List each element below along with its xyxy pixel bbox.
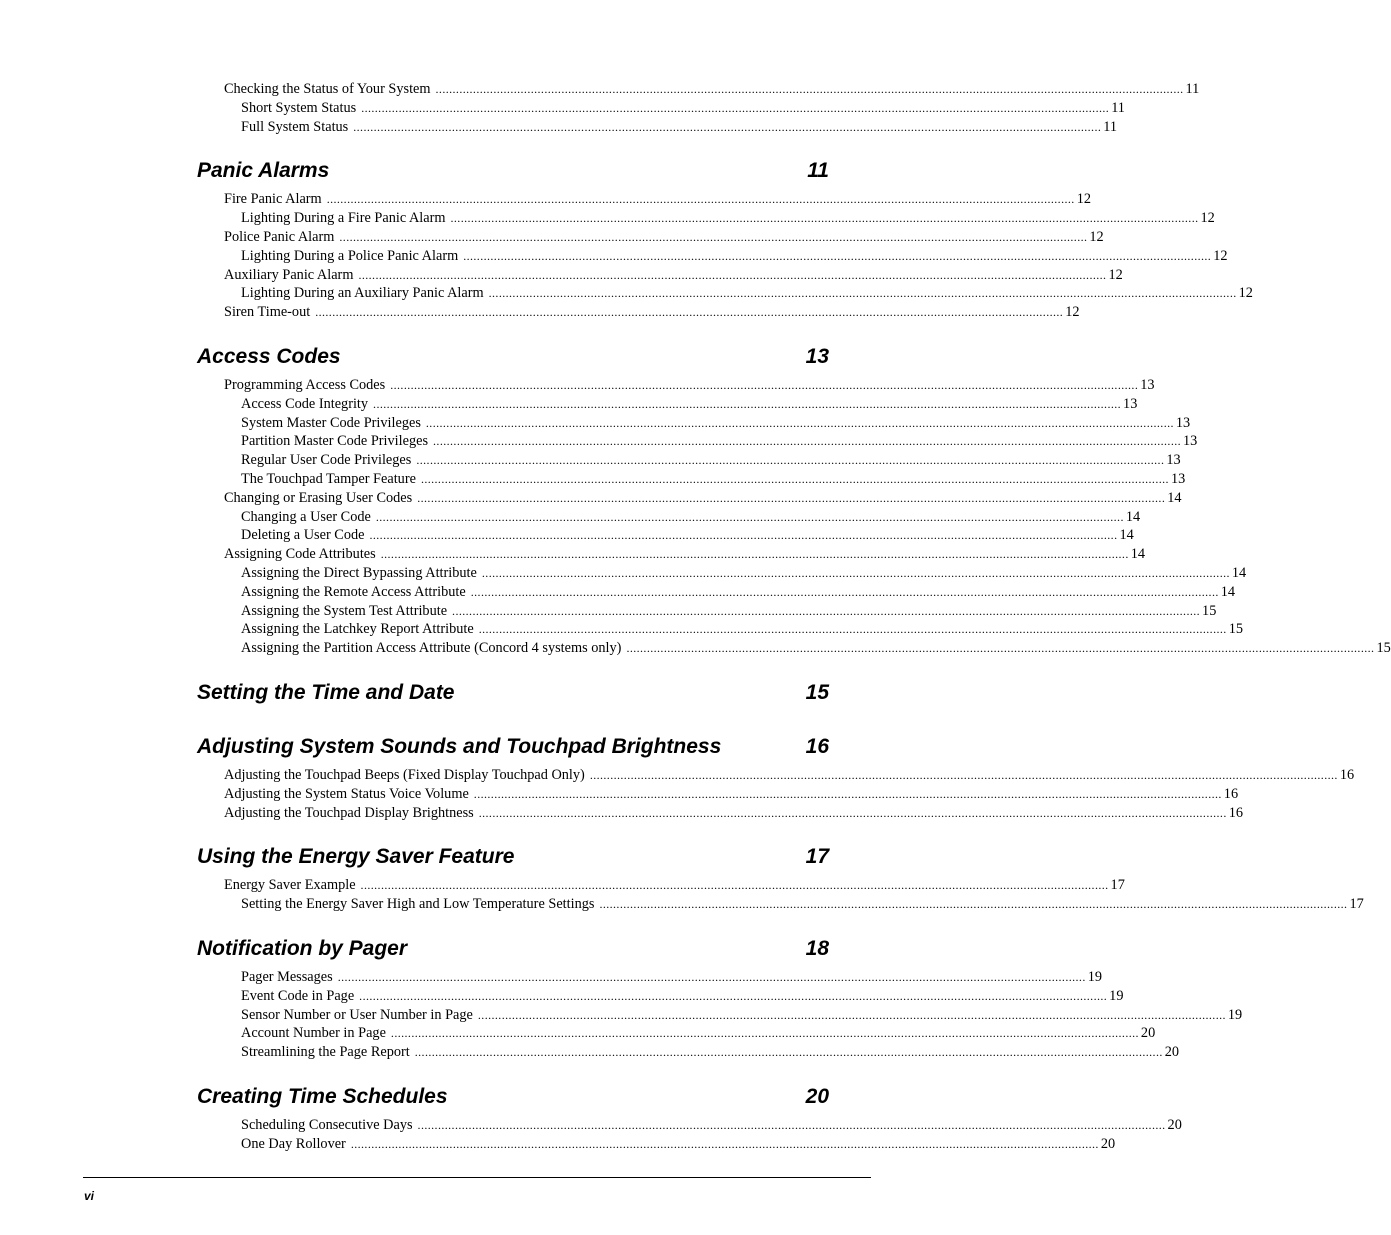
dot-leader: ............................................................................................................................................................................................................................ bbox=[417, 1118, 1166, 1132]
dot-leader: ............................................................................................................................................................................................................................ bbox=[478, 805, 1227, 820]
toc-subentry[interactable] bbox=[241, 508, 1141, 526]
toc-chapter-heading[interactable] bbox=[197, 680, 829, 706]
footer-rule bbox=[83, 1177, 871, 1178]
entry-title: Checking the Status of Your System bbox=[224, 81, 431, 97]
entry-page-number: 12 bbox=[1213, 247, 1228, 264]
toc-subentry[interactable] bbox=[241, 209, 1215, 227]
dot-leader: ............................................................................................................................................................................................................................ bbox=[350, 1136, 1099, 1151]
toc-subentry[interactable] bbox=[241, 1024, 1156, 1042]
dot-leader: ............................................................................................................................................................................................................................ bbox=[414, 1045, 1163, 1060]
toc-entry[interactable] bbox=[224, 545, 1146, 563]
entry-page-number: 13 bbox=[1170, 471, 1186, 487]
entry-page-number: 12 bbox=[1089, 229, 1104, 245]
entry-title: Event Code in Page bbox=[241, 987, 355, 1004]
chapter-page-number: 18 bbox=[805, 937, 829, 960]
entry-title: Regular User Code Privileges bbox=[241, 452, 412, 469]
entry-title: Programming Access Codes bbox=[224, 377, 386, 393]
toc-chapter-heading[interactable] bbox=[197, 158, 829, 184]
entry-title: Full System Status bbox=[241, 118, 349, 135]
toc-entry[interactable] bbox=[224, 376, 1155, 394]
toc-entry[interactable] bbox=[224, 804, 1244, 822]
entry-title: Assigning the System Test Attribute bbox=[241, 602, 448, 619]
dot-leader: ............................................................................................................................................................................................................................ bbox=[488, 286, 1237, 301]
entry-title: Assigning the Partition Access Attribute (Concord 4 systems only) bbox=[241, 640, 622, 657]
toc-subentry[interactable] bbox=[241, 1006, 1243, 1024]
toc-subentry[interactable] bbox=[241, 1043, 1180, 1061]
entry-page-number: 20 bbox=[1164, 1044, 1180, 1061]
chapter-title: Adjusting System Sounds and Touchpad Brightness bbox=[197, 735, 722, 758]
toc-chapter-heading[interactable] bbox=[197, 734, 829, 760]
chapter-title: Creating Time Schedules bbox=[197, 1085, 448, 1108]
dot-leader: ............................................................................................................................................................................................................................ bbox=[360, 878, 1109, 893]
entry-page-number: 12 bbox=[1200, 210, 1215, 227]
toc-subentry[interactable] bbox=[241, 602, 1217, 620]
dot-leader: ............................................................................................................................................................................................................................ bbox=[373, 396, 1122, 411]
entry-page-number: 13 bbox=[1183, 433, 1198, 450]
dot-leader: ............................................................................................................................................................................................................................ bbox=[478, 622, 1227, 637]
entry-title: Scheduling Consecutive Days bbox=[241, 1117, 413, 1133]
entry-title: System Master Code Privileges bbox=[241, 414, 421, 431]
entry-title: Siren Time-out bbox=[224, 304, 311, 321]
entry-title: Auxiliary Panic Alarm bbox=[224, 266, 354, 283]
entry-title: Adjusting the System Status Voice Volume bbox=[224, 785, 469, 802]
entry-title: Assigning the Direct Bypassing Attribute bbox=[241, 565, 477, 581]
dot-leader: ............................................................................................................................................................................................................................ bbox=[433, 434, 1182, 449]
entry-page-number: 12 bbox=[1065, 304, 1080, 321]
entry-page-number: 13 bbox=[1175, 414, 1191, 431]
entry-title: Police Panic Alarm bbox=[224, 229, 335, 245]
entry-page-number: 13 bbox=[1140, 377, 1155, 393]
entry-page-number: 15 bbox=[1228, 621, 1243, 638]
page-number: vi bbox=[84, 1189, 95, 1203]
entry-title: Assigning the Remote Access Attribute bbox=[241, 583, 466, 600]
chapter-page-number: 20 bbox=[805, 1085, 829, 1108]
entry-page-number: 19 bbox=[1087, 969, 1103, 985]
chapter-title: Access Codes bbox=[197, 345, 341, 368]
toc-entry[interactable] bbox=[224, 785, 1239, 803]
toc-subentry[interactable] bbox=[241, 1116, 1182, 1134]
dot-leader: ............................................................................................................................................................................................................................ bbox=[599, 897, 1348, 912]
entry-title: Pager Messages bbox=[241, 969, 333, 985]
entry-page-number: 17 bbox=[1110, 877, 1125, 894]
entry-page-number: 11 bbox=[1111, 99, 1125, 116]
toc-entry[interactable] bbox=[224, 489, 1182, 507]
toc-entry[interactable] bbox=[224, 876, 1125, 894]
dot-leader: ............................................................................................................................................................................................................................ bbox=[420, 472, 1169, 486]
entry-title: Changing a User Code bbox=[241, 508, 371, 525]
dot-leader: ............................................................................................................................................................................................................................ bbox=[626, 641, 1375, 656]
entry-title: Lighting During a Fire Panic Alarm bbox=[241, 210, 446, 227]
dot-leader: ............................................................................................................................................................................................................................ bbox=[452, 603, 1201, 618]
entry-page-number: 14 bbox=[1220, 583, 1236, 600]
toc-subentry[interactable] bbox=[241, 564, 1247, 582]
entry-title: Assigning Code Attributes bbox=[224, 546, 376, 563]
toc-subentry[interactable] bbox=[241, 414, 1191, 432]
toc-subentry[interactable] bbox=[241, 1135, 1116, 1153]
entry-page-number: 20 bbox=[1140, 1025, 1156, 1042]
dot-leader: ............................................................................................................................................................................................................................ bbox=[380, 547, 1129, 562]
dot-leader: ............................................................................................................................................................................................................................ bbox=[359, 988, 1108, 1003]
entry-page-number: 20 bbox=[1167, 1117, 1182, 1133]
entry-title: Adjusting the Touchpad Beeps (Fixed Display Touchpad Only) bbox=[224, 767, 585, 783]
toc-entry[interactable] bbox=[224, 228, 1104, 246]
entry-page-number: 16 bbox=[1228, 804, 1244, 821]
dot-leader: ............................................................................................................................................................................................................................ bbox=[369, 528, 1118, 543]
toc-entry[interactable] bbox=[224, 303, 1080, 321]
toc-entry[interactable] bbox=[224, 190, 1091, 208]
toc-subentry[interactable] bbox=[241, 395, 1138, 413]
dot-leader: ............................................................................................................................................................................................................................ bbox=[353, 119, 1102, 134]
dot-leader: ............................................................................................................................................................................................................................ bbox=[339, 230, 1088, 244]
chapter-page-number: 13 bbox=[805, 345, 829, 368]
dot-leader: ............................................................................................................................................................................................................................ bbox=[425, 415, 1174, 430]
entry-page-number: 14 bbox=[1130, 546, 1146, 563]
chapter-title: Using the Energy Saver Feature bbox=[197, 845, 515, 869]
chapter-page-number: 11 bbox=[807, 159, 829, 183]
toc-subentry[interactable] bbox=[241, 968, 1103, 986]
toc-subentry[interactable] bbox=[241, 99, 1125, 117]
toc-subentry[interactable] bbox=[241, 895, 1364, 913]
dot-leader: ............................................................................................................................................................................................................................ bbox=[417, 490, 1166, 505]
entry-title: Lighting During an Auxiliary Panic Alarm bbox=[241, 285, 484, 302]
toc-subentry[interactable] bbox=[241, 620, 1243, 638]
entry-title: Adjusting the Touchpad Display Brightness bbox=[224, 804, 474, 821]
toc-subentry[interactable] bbox=[241, 639, 1391, 657]
entry-page-number: 14 bbox=[1167, 489, 1182, 506]
chapter-page-number: 16 bbox=[805, 735, 829, 758]
entry-title: Access Code Integrity bbox=[241, 395, 369, 412]
dot-leader: ............................................................................................................................................................................................................................ bbox=[390, 1026, 1139, 1041]
dot-leader: ............................................................................................................................................................................................................................ bbox=[315, 305, 1064, 320]
entry-title: Short System Status bbox=[241, 99, 357, 116]
entry-title: Deleting a User Code bbox=[241, 527, 365, 544]
toc-subentry[interactable] bbox=[241, 470, 1186, 488]
entry-title: Setting the Energy Saver High and Low Temperature Settings bbox=[241, 896, 595, 913]
toc-entry[interactable] bbox=[224, 80, 1200, 98]
chapter-page-number: 15 bbox=[805, 681, 829, 704]
entry-title: Partition Master Code Privileges bbox=[241, 433, 429, 450]
entry-page-number: 12 bbox=[1238, 285, 1253, 302]
toc-subentry[interactable] bbox=[241, 987, 1124, 1005]
chapter-title: Panic Alarms bbox=[197, 159, 330, 183]
entry-page-number: 19 bbox=[1227, 1006, 1243, 1023]
entry-page-number: 15 bbox=[1202, 602, 1217, 619]
dot-leader: ............................................................................................................................................................................................................................ bbox=[450, 211, 1199, 226]
entry-page-number: 11 bbox=[1103, 118, 1118, 135]
entry-title: Assigning the Latchkey Report Attribute bbox=[241, 621, 474, 638]
toc-chapter-heading[interactable] bbox=[197, 844, 829, 870]
dot-leader: ............................................................................................................................................................................................................................ bbox=[473, 786, 1222, 801]
toc-chapter-heading[interactable] bbox=[197, 936, 829, 962]
entry-page-number: 11 bbox=[1185, 81, 1200, 97]
entry-title: Fire Panic Alarm bbox=[224, 191, 322, 208]
entry-page-number: 16 bbox=[1339, 767, 1355, 783]
entry-title: Changing or Erasing User Codes bbox=[224, 489, 413, 506]
entry-page-number: 12 bbox=[1076, 191, 1091, 208]
entry-page-number: 12 bbox=[1108, 266, 1123, 283]
toc-subentry[interactable] bbox=[241, 526, 1134, 544]
dot-leader: ............................................................................................................................................................................................................................ bbox=[416, 453, 1165, 468]
entry-title: The Touchpad Tamper Feature bbox=[241, 471, 416, 487]
entry-title: Lighting During a Police Panic Alarm bbox=[241, 247, 459, 264]
dot-leader: ............................................................................................................................................................................................................................ bbox=[390, 378, 1139, 392]
toc-entry[interactable] bbox=[224, 766, 1355, 784]
toc-subentry[interactable] bbox=[241, 247, 1228, 265]
dot-leader: ............................................................................................................................................................................................................................ bbox=[326, 192, 1075, 207]
entry-page-number: 13 bbox=[1166, 452, 1181, 469]
entry-page-number: 14 bbox=[1125, 508, 1141, 525]
entry-page-number: 13 bbox=[1123, 395, 1138, 412]
chapter-page-number: 17 bbox=[805, 845, 829, 869]
dot-leader: ............................................................................................................................................................................................................................ bbox=[589, 768, 1338, 782]
toc-entry[interactable] bbox=[224, 266, 1123, 284]
toc-subentry[interactable] bbox=[241, 432, 1198, 450]
entry-title: Streamlining the Page Report bbox=[241, 1044, 410, 1061]
entry-title: Sensor Number or User Number in Page bbox=[241, 1006, 473, 1023]
toc-chapter-heading[interactable] bbox=[197, 344, 829, 370]
entry-title: One Day Rollover bbox=[241, 1135, 346, 1152]
toc-subentry[interactable] bbox=[241, 118, 1118, 136]
entry-page-number: 19 bbox=[1109, 987, 1124, 1004]
toc-subentry[interactable] bbox=[241, 583, 1236, 601]
dot-leader: ............................................................................................................................................................................................................................ bbox=[435, 82, 1184, 96]
entry-title: Energy Saver Example bbox=[224, 877, 356, 894]
dot-leader: ............................................................................................................................................................................................................................ bbox=[361, 100, 1110, 115]
toc-chapter-heading[interactable] bbox=[197, 1084, 829, 1110]
entry-page-number: 16 bbox=[1223, 785, 1239, 802]
toc-subentry[interactable] bbox=[241, 451, 1181, 469]
dot-leader: ............................................................................................................................................................................................................................ bbox=[375, 509, 1124, 524]
dot-leader: ............................................................................................................................................................................................................................ bbox=[463, 248, 1212, 263]
entry-page-number: 20 bbox=[1100, 1135, 1116, 1152]
dot-leader: ............................................................................................................................................................................................................................ bbox=[481, 566, 1230, 580]
dot-leader: ............................................................................................................................................................................................................................ bbox=[470, 584, 1219, 599]
entry-page-number: 15 bbox=[1376, 640, 1391, 657]
dot-leader: ............................................................................................................................................................................................................................ bbox=[477, 1007, 1226, 1022]
chapter-title: Notification by Pager bbox=[197, 937, 408, 960]
toc-subentry[interactable] bbox=[241, 284, 1253, 302]
dot-leader: ............................................................................................................................................................................................................................ bbox=[337, 970, 1086, 984]
entry-page-number: 14 bbox=[1231, 565, 1247, 581]
dot-leader: ............................................................................................................................................................................................................................ bbox=[358, 267, 1107, 282]
entry-page-number: 14 bbox=[1119, 527, 1134, 544]
entry-title: Account Number in Page bbox=[241, 1025, 386, 1042]
chapter-title: Setting the Time and Date bbox=[197, 681, 455, 704]
entry-page-number: 17 bbox=[1349, 896, 1364, 913]
